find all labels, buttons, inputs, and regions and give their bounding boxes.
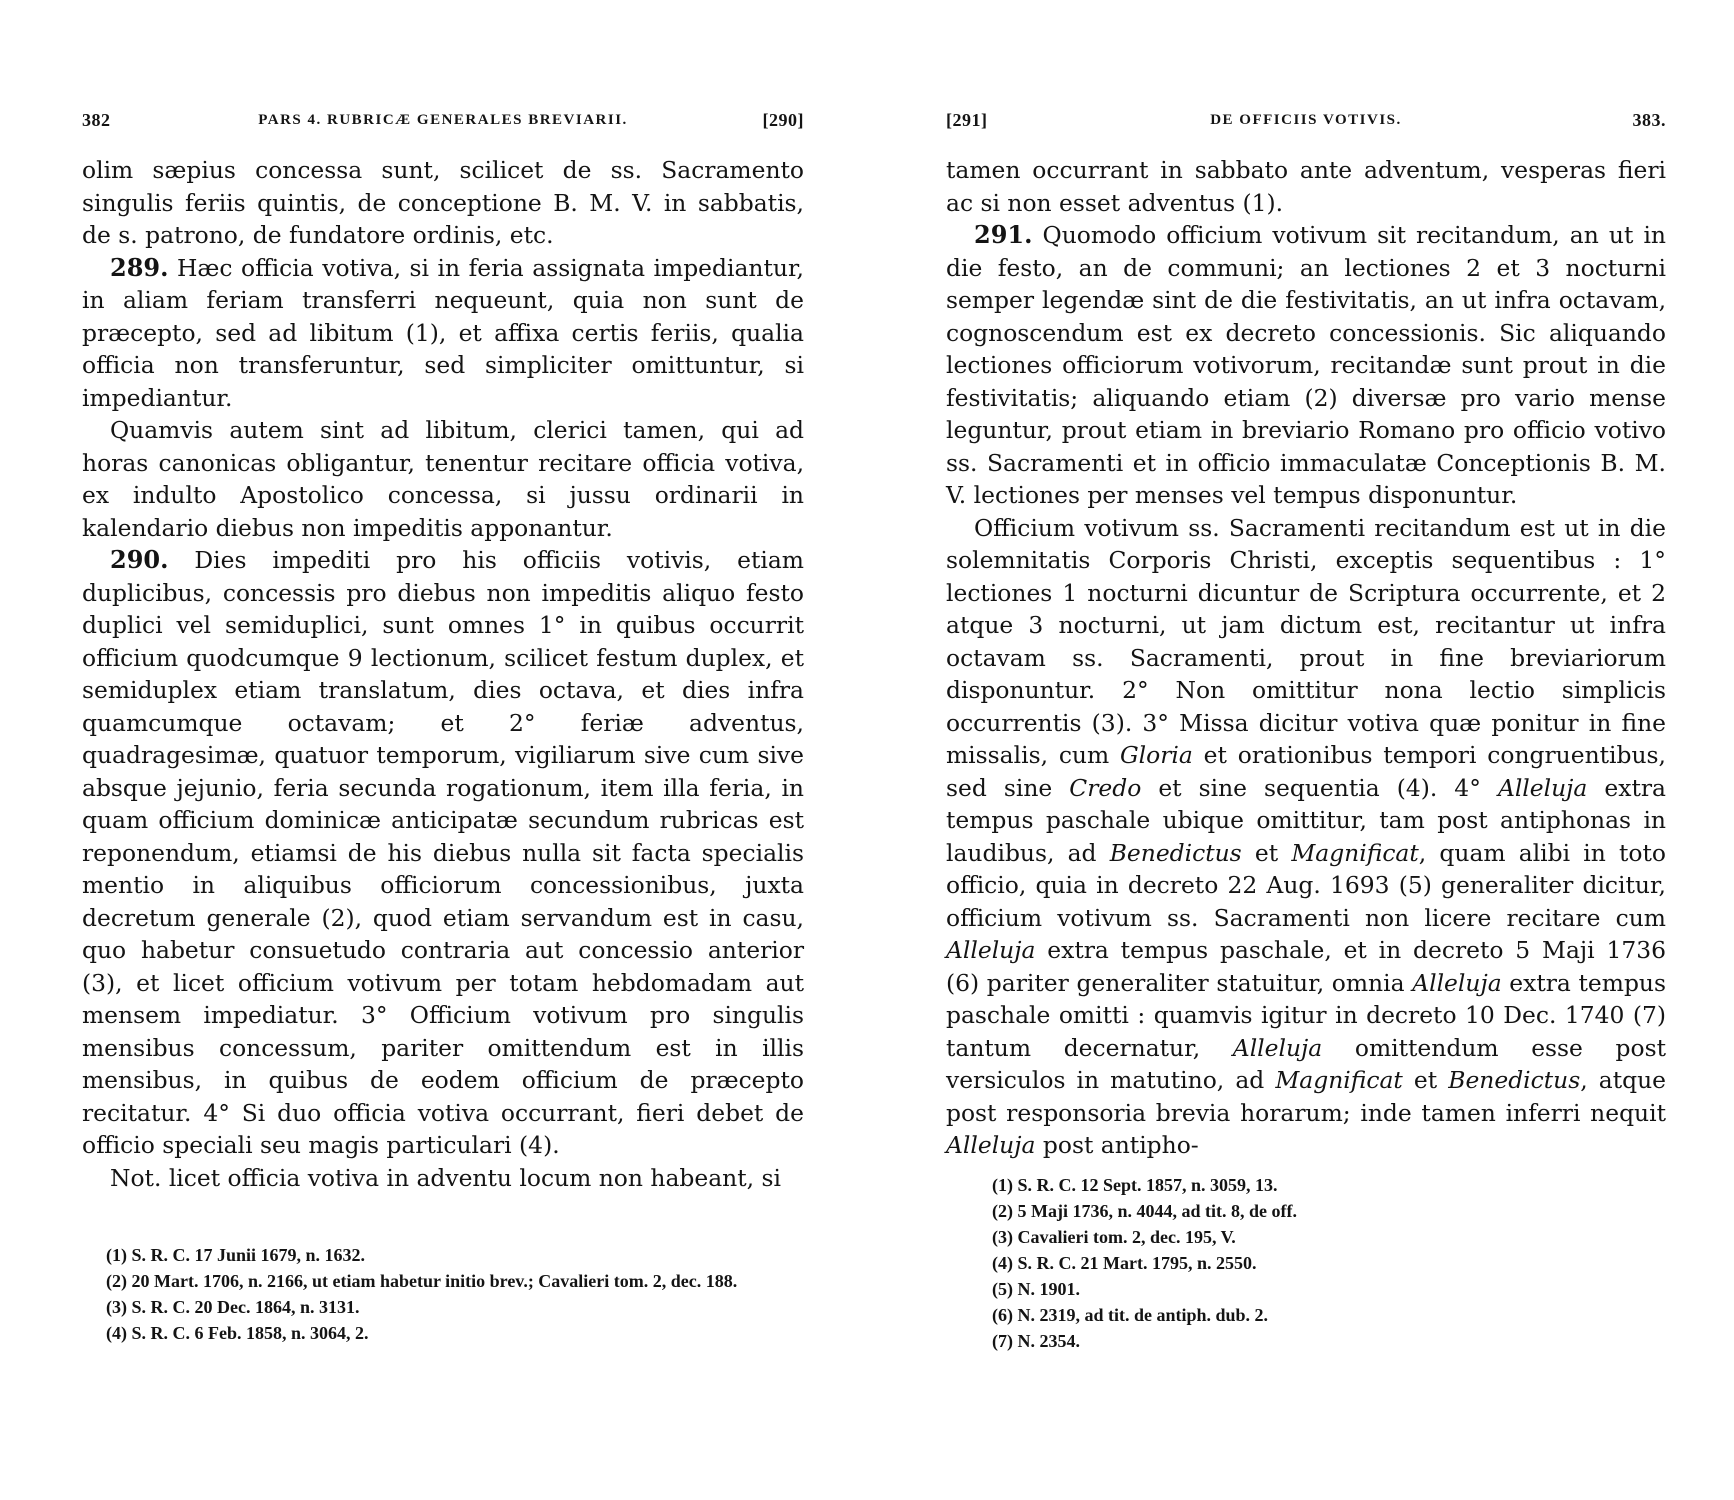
paragraph-text: Quamvis autem sint ad libitum, clerici tamen, qui ad horas canonicas obligantur, tenentur recitare officia votiva, ex indulto Apostolico concessa, si jussu ordinarii in kalendario diebus non impeditis apponantur. [82,416,804,542]
paragraph [946,512,1666,1162]
running-head [946,100,1666,132]
page-number: 383. [1632,110,1666,130]
footnote: (4) S. R. C. 21 Mart. 1795, n. 2550. [992,1253,1257,1273]
footnotes [968,1172,1568,1354]
paragraph-number: 290. [110,545,169,574]
paragraph [82,414,804,544]
footnote: (3) S. R. C. 20 Dec. 1864, n. 3131. [106,1297,360,1317]
paragraph-text: olim sæpius concessa sunt, scilicet de ss. Sacramento singulis feriis quintis, de conceptione B. M. V. in sabbatis, de s. patrono, de fundatore ordinis, etc. [82,156,804,249]
footnotes [82,1242,804,1346]
paragraph [82,154,804,252]
body-text [82,154,804,1194]
paragraph-text: Not. licet officia votiva in adventu locum non habeant, si [110,1163,781,1192]
footnote: (3) Cavalieri tom. 2, dec. 195, V. [992,1227,1236,1247]
paragraph-number: 289. [110,252,169,282]
footnote: (1) S. R. C. 12 Sept. 1857, n. 3059, 13. [992,1175,1278,1195]
paragraph [946,219,1666,512]
running-title: DE OFFICIIS VOTIVIS. [1210,112,1402,128]
footnote: (4) S. R. C. 6 Feb. 1858, n. 3064, 2. [106,1323,369,1343]
paragraph [946,154,1666,219]
paragraph-text: Hæc officia votiva, si in feria assignata impediantur, in aliam feriam transferri nequeunt, quia non sunt de præcepto, sed ad libitum (1), et affixa certis feriis, qualia officia non transferuntur, sed simpliciter omittuntur, si impediantur. [82,253,804,412]
paragraph [82,544,804,1162]
running-head [82,100,804,132]
paragraph [82,1162,804,1195]
paragraph-text: Officium votivum ss. Sacramenti recitandum est ut in die solemnitatis Corporis Christi, exceptis sequentibus : 1° lectiones 1 nocturni dicuntur de Scriptura occurrente, et 2 atque 3 nocturni, ut jam dictum est, recitantur ut infra octavam ss. Sacramenti, prout in fine breviariorum disponuntur. 2° Non omittitur nona lectio simplicis occurrentis (3). 3° Missa dicitur votiva quæ ponitur in fine missalis, cum Gloria et orationibus tempori congruentibus, sed sine Credo et sine sequentia (4). 4° Alleluja extra tempus paschale ubique omittitur, tam post antiphonas in laudibus, ad Benedictus et Magnificat, quam alibi in toto officio, quia in decreto 22 Aug. 1693 (5) generaliter dicitur, officium votivum ss. Sacramenti non licere recitare cum Alleluja extra tempus paschale, et in decreto 5 Maji 1736 (6) pariter generaliter statuitur, omnia Alleluja extra tempus paschale omitti : quamvis igitur in decreto 10 Dec. 1740 (7) tantum decernatur, Alleluja omittendum esse post versiculos in matutino, ad Magnificat et Benedictus, atque post responsoria brevia horarum; inde tamen inferri nequit Alleluja post antipho- [946,513,1666,1159]
section-bracket: [290] [762,110,804,130]
paragraph-text: Dies impediti pro his officiis votivis, etiam duplicibus, concessis pro diebus non impeditis aliquo festo duplici vel semiduplici, sunt omnes 1° in quibus occurrit officium quodcumque 9 lectionum, scilicet festum duplex, et semiduplex etiam translatum, dies octava, et dies infra quamcumque octavam; et 2° feriæ adventus, quadragesimæ, quatuor temporum, vigiliarum sive cum sive absque jejunio, feria secunda rogationum, item illa feria, in quam officium dominicæ anticipatæ secundum rubricas est reponendum, etiamsi de his diebus nulla sit facta specialis mentio in aliquibus officiorum concessionibus, juxta decretum generale (2), quod etiam servandum est in casu, quo habetur consuetudo contraria aut concessio anterior (3), et licet officium votivum per totam hebdomadam aut mensem impediatur. 3° Officium votivum pro singulis mensibus concessum, pariter omittendum est in illis mensibus, in quibus de eodem officium de præcepto recitatur. 4° Si duo officia votiva occurrant, fieri debet de officio speciali seu magis particulari (4). [82,546,804,1159]
right-page [946,100,1666,1400]
footnote: (5) N. 1901. [992,1279,1080,1299]
footnote: (2) 20 Mart. 1706, n. 2166, ut etiam habetur initio brev.; Cavalieri tom. 2, dec. 188. [106,1271,738,1291]
section-bracket: [291] [946,110,988,130]
running-title: PARS 4. RUBRICÆ GENERALES BREVIARII. [258,112,628,128]
paragraph-text: Quomodo officium votivum sit recitandum, an ut in die festo, an de communi; an lectiones 2 et 3 nocturni semper legendæ sint de die festivitatis, an ut infra octavam, cognoscendum est ex decreto concessionis. Sic aliquando lectiones officiorum votivorum, recitandæ sunt prout in die festivitatis; aliquando etiam (2) diversæ pro vario mense leguntur, prout etiam in breviario Romano pro officio votivo ss. Sacramenti et in officio immaculatæ Conceptionis B. M. V. lectiones per menses vel tempus disponuntur. [946,221,1667,509]
footnote: (7) N. 2354. [992,1331,1080,1351]
footnote: (1) S. R. C. 17 Junii 1679, n. 1632. [106,1245,366,1265]
page-number: 382 [82,110,111,130]
footnote: (6) N. 2319, ad tit. de antiph. dub. 2. [992,1305,1269,1325]
paragraph [82,252,804,415]
body-text [946,154,1666,1162]
paragraph-number: 291. [974,220,1033,249]
footnote: (2) 5 Maji 1736, n. 4044, ad tit. 8, de off. [992,1201,1297,1221]
paragraph-text: tamen occurrant in sabbato ante adventum, vesperas fieri ac si non esset adventus (1). [946,156,1666,217]
left-page [82,100,804,1400]
